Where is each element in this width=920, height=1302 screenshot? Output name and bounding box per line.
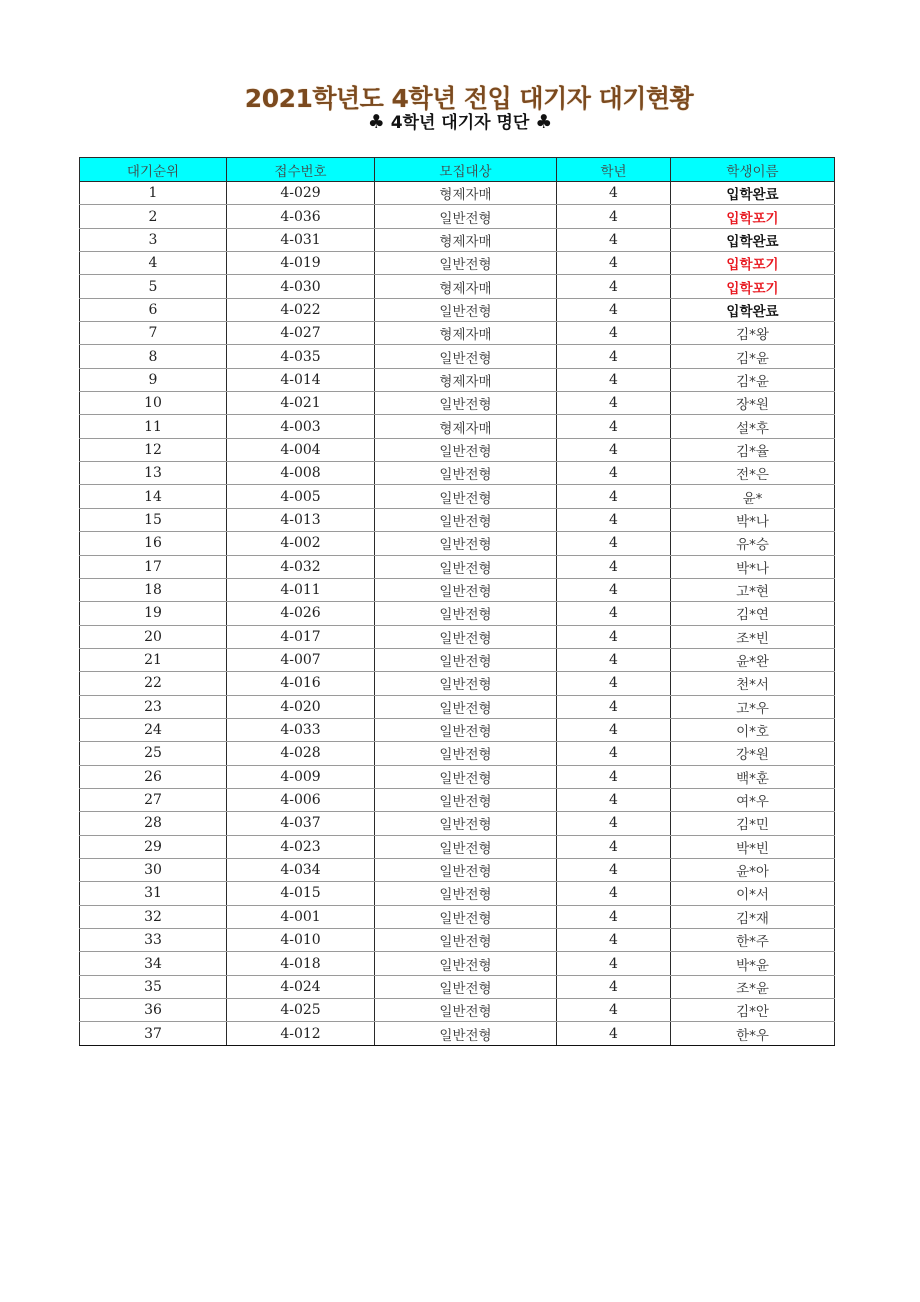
rank-cell: 4: [80, 252, 227, 275]
admission-type-cell: 일반전형: [375, 298, 557, 321]
rank-cell: 28: [80, 812, 227, 835]
receipt-number-cell: 4-027: [227, 322, 375, 345]
subtitle-text: 4학년 대기자 명단: [390, 113, 530, 133]
student-name-cell: 박*나: [671, 555, 835, 578]
table-row: [80, 275, 835, 298]
admission-type-cell: 형제자매: [375, 182, 557, 205]
table-row: [80, 975, 835, 998]
receipt-number-cell: 4-028: [227, 742, 375, 765]
grade-cell: 4: [557, 602, 671, 625]
table-row: [80, 462, 835, 485]
admission-type-cell: 형제자매: [375, 368, 557, 391]
table-row: [80, 742, 835, 765]
table-row: [80, 345, 835, 368]
grade-cell: 4: [557, 392, 671, 415]
grade-cell: 4: [557, 205, 671, 228]
receipt-number-cell: 4-035: [227, 345, 375, 368]
rank-cell: 37: [80, 1022, 227, 1045]
admission-type-cell: 일반전형: [375, 999, 557, 1022]
receipt-number-cell: 4-025: [227, 999, 375, 1022]
rank-cell: 27: [80, 788, 227, 811]
admission-type-cell: 일반전형: [375, 952, 557, 975]
grade-cell: 4: [557, 508, 671, 531]
header-receipt-number: 접수번호: [227, 158, 375, 182]
admission-type-cell: 일반전형: [375, 835, 557, 858]
rank-cell: 13: [80, 462, 227, 485]
admission-type-cell: 일반전형: [375, 625, 557, 648]
rank-cell: 12: [80, 438, 227, 461]
admission-type-cell: 일반전형: [375, 532, 557, 555]
receipt-number-cell: 4-014: [227, 368, 375, 391]
receipt-number-cell: 4-036: [227, 205, 375, 228]
table-row: [80, 882, 835, 905]
rank-cell: 7: [80, 322, 227, 345]
grade-cell: 4: [557, 322, 671, 345]
rank-cell: 24: [80, 718, 227, 741]
grade-cell: 4: [557, 905, 671, 928]
table-row: [80, 555, 835, 578]
table-row: [80, 812, 835, 835]
student-name-cell: 천*서: [671, 672, 835, 695]
table-row: [80, 858, 835, 881]
table-row: [80, 438, 835, 461]
rank-cell: 26: [80, 765, 227, 788]
receipt-number-cell: 4-024: [227, 975, 375, 998]
table-row: [80, 788, 835, 811]
receipt-number-cell: 4-010: [227, 929, 375, 952]
grade-cell: 4: [557, 438, 671, 461]
receipt-number-cell: 4-002: [227, 532, 375, 555]
grade-cell: 4: [557, 368, 671, 391]
receipt-number-cell: 4-034: [227, 858, 375, 881]
grade-cell: 4: [557, 252, 671, 275]
admission-type-cell: 일반전형: [375, 812, 557, 835]
table-row: [80, 392, 835, 415]
student-name-cell: 박*윤: [671, 952, 835, 975]
admission-type-cell: 일반전형: [375, 858, 557, 881]
receipt-number-cell: 4-032: [227, 555, 375, 578]
grade-cell: 4: [557, 858, 671, 881]
admission-type-cell: 형제자매: [375, 322, 557, 345]
table-row: [80, 368, 835, 391]
admission-type-cell: 일반전형: [375, 602, 557, 625]
rank-cell: 35: [80, 975, 227, 998]
rank-cell: 21: [80, 648, 227, 671]
student-name-cell: 이*호: [671, 718, 835, 741]
student-name-cell: 한*우: [671, 1022, 835, 1045]
student-name-cell: 한*주: [671, 929, 835, 952]
club-suit-icon: ♣: [535, 111, 553, 133]
student-name-cell: 강*원: [671, 742, 835, 765]
rank-cell: 18: [80, 578, 227, 601]
rank-cell: 14: [80, 485, 227, 508]
table-row: [80, 625, 835, 648]
rank-cell: 23: [80, 695, 227, 718]
grade-cell: 4: [557, 345, 671, 368]
grade-cell: 4: [557, 882, 671, 905]
grade-cell: 4: [557, 578, 671, 601]
rank-cell: 20: [80, 625, 227, 648]
table-row: [80, 695, 835, 718]
admission-type-cell: 일반전형: [375, 205, 557, 228]
receipt-number-cell: 4-016: [227, 672, 375, 695]
student-name-cell: 입학완료: [671, 228, 835, 251]
receipt-number-cell: 4-020: [227, 695, 375, 718]
student-name-cell: 백*훈: [671, 765, 835, 788]
student-name-cell: 박*빈: [671, 835, 835, 858]
rank-cell: 25: [80, 742, 227, 765]
receipt-number-cell: 4-017: [227, 625, 375, 648]
receipt-number-cell: 4-031: [227, 228, 375, 251]
grade-cell: 4: [557, 929, 671, 952]
student-name-cell: 고*우: [671, 695, 835, 718]
rank-cell: 29: [80, 835, 227, 858]
student-name-cell: 김*재: [671, 905, 835, 928]
grade-cell: 4: [557, 625, 671, 648]
rank-cell: 36: [80, 999, 227, 1022]
header-admission-type: 모집대상: [375, 158, 557, 182]
receipt-number-cell: 4-012: [227, 1022, 375, 1045]
student-name-cell: 김*안: [671, 999, 835, 1022]
grade-cell: 4: [557, 975, 671, 998]
header-grade: 학년: [557, 158, 671, 182]
receipt-number-cell: 4-009: [227, 765, 375, 788]
admission-type-cell: 일반전형: [375, 252, 557, 275]
student-name-cell: 장*원: [671, 392, 835, 415]
grade-cell: 4: [557, 462, 671, 485]
receipt-number-cell: 4-015: [227, 882, 375, 905]
rank-cell: 6: [80, 298, 227, 321]
student-name-cell: 입학완료: [671, 298, 835, 321]
receipt-number-cell: 4-026: [227, 602, 375, 625]
admission-type-cell: 형제자매: [375, 415, 557, 438]
table-row: [80, 182, 835, 205]
student-name-cell: 유*승: [671, 532, 835, 555]
table-row: [80, 999, 835, 1022]
receipt-number-cell: 4-001: [227, 905, 375, 928]
admission-type-cell: 일반전형: [375, 718, 557, 741]
student-name-cell: 입학포기: [671, 205, 835, 228]
admission-type-cell: 일반전형: [375, 508, 557, 531]
table-row: [80, 508, 835, 531]
admission-type-cell: 일반전형: [375, 1022, 557, 1045]
grade-cell: 4: [557, 532, 671, 555]
student-name-cell: 조*윤: [671, 975, 835, 998]
admission-type-cell: 일반전형: [375, 438, 557, 461]
receipt-number-cell: 4-030: [227, 275, 375, 298]
rank-cell: 11: [80, 415, 227, 438]
table-row: [80, 905, 835, 928]
rank-cell: 15: [80, 508, 227, 531]
admission-type-cell: 일반전형: [375, 648, 557, 671]
receipt-number-cell: 4-007: [227, 648, 375, 671]
table-row: [80, 578, 835, 601]
document-title: 2021학년도 4학년 전입 대기자 대기현황: [244, 84, 694, 113]
grade-cell: 4: [557, 718, 671, 741]
table-body: [80, 182, 835, 1046]
rank-cell: 19: [80, 602, 227, 625]
receipt-number-cell: 4-023: [227, 835, 375, 858]
student-name-cell: 여*우: [671, 788, 835, 811]
grade-cell: 4: [557, 555, 671, 578]
receipt-number-cell: 4-013: [227, 508, 375, 531]
admission-type-cell: 일반전형: [375, 345, 557, 368]
table-row: [80, 952, 835, 975]
grade-cell: 4: [557, 952, 671, 975]
student-name-cell: 윤*: [671, 485, 835, 508]
receipt-number-cell: 4-033: [227, 718, 375, 741]
receipt-number-cell: 4-021: [227, 392, 375, 415]
grade-cell: 4: [557, 275, 671, 298]
receipt-number-cell: 4-011: [227, 578, 375, 601]
grade-cell: 4: [557, 695, 671, 718]
rank-cell: 10: [80, 392, 227, 415]
admission-type-cell: 일반전형: [375, 765, 557, 788]
student-name-cell: 김*윤: [671, 345, 835, 368]
receipt-number-cell: 4-022: [227, 298, 375, 321]
student-name-cell: 조*빈: [671, 625, 835, 648]
table-row: [80, 672, 835, 695]
student-name-cell: 입학완료: [671, 182, 835, 205]
header-student-name: 학생이름: [671, 158, 835, 182]
receipt-number-cell: 4-003: [227, 415, 375, 438]
rank-cell: 17: [80, 555, 227, 578]
grade-cell: 4: [557, 765, 671, 788]
admission-type-cell: 일반전형: [375, 929, 557, 952]
table-row: [80, 205, 835, 228]
student-name-cell: 이*서: [671, 882, 835, 905]
admission-type-cell: 일반전형: [375, 742, 557, 765]
admission-type-cell: 일반전형: [375, 905, 557, 928]
admission-type-cell: 일반전형: [375, 882, 557, 905]
admission-type-cell: 일반전형: [375, 485, 557, 508]
table-row: [80, 835, 835, 858]
grade-cell: 4: [557, 485, 671, 508]
receipt-number-cell: 4-029: [227, 182, 375, 205]
grade-cell: 4: [557, 1022, 671, 1045]
grade-cell: 4: [557, 648, 671, 671]
receipt-number-cell: 4-018: [227, 952, 375, 975]
admission-type-cell: 일반전형: [375, 578, 557, 601]
student-name-cell: 김*민: [671, 812, 835, 835]
rank-cell: 22: [80, 672, 227, 695]
table-row: [80, 602, 835, 625]
grade-cell: 4: [557, 182, 671, 205]
rank-cell: 9: [80, 368, 227, 391]
receipt-number-cell: 4-005: [227, 485, 375, 508]
rank-cell: 1: [80, 182, 227, 205]
admission-type-cell: 일반전형: [375, 788, 557, 811]
receipt-number-cell: 4-004: [227, 438, 375, 461]
rank-cell: 3: [80, 228, 227, 251]
rank-cell: 30: [80, 858, 227, 881]
rank-cell: 5: [80, 275, 227, 298]
header-rank: 대기순위: [80, 158, 227, 182]
grade-cell: 4: [557, 812, 671, 835]
admission-type-cell: 일반전형: [375, 392, 557, 415]
admission-type-cell: 일반전형: [375, 555, 557, 578]
student-name-cell: 전*은: [671, 462, 835, 485]
table-row: [80, 228, 835, 251]
grade-cell: 4: [557, 835, 671, 858]
grade-cell: 4: [557, 672, 671, 695]
admission-type-cell: 일반전형: [375, 975, 557, 998]
table-row: [80, 415, 835, 438]
student-name-cell: 고*현: [671, 578, 835, 601]
rank-cell: 16: [80, 532, 227, 555]
student-name-cell: 김*율: [671, 438, 835, 461]
student-name-cell: 입학포기: [671, 252, 835, 275]
rank-cell: 31: [80, 882, 227, 905]
table-row: [80, 298, 835, 321]
waitlist-table: [79, 157, 835, 1046]
receipt-number-cell: 4-008: [227, 462, 375, 485]
table-row: [80, 532, 835, 555]
student-name-cell: 입학포기: [671, 275, 835, 298]
grade-cell: 4: [557, 228, 671, 251]
student-name-cell: 윤*아: [671, 858, 835, 881]
club-suit-icon: ♣: [367, 111, 385, 133]
admission-type-cell: 일반전형: [375, 695, 557, 718]
admission-type-cell: 일반전형: [375, 672, 557, 695]
rank-cell: 2: [80, 205, 227, 228]
table-row: [80, 322, 835, 345]
table-header-row: [80, 158, 835, 182]
document-subtitle: [0, 111, 920, 134]
table-row: [80, 1022, 835, 1045]
student-name-cell: 김*윤: [671, 368, 835, 391]
table-row: [80, 648, 835, 671]
admission-type-cell: 일반전형: [375, 462, 557, 485]
receipt-number-cell: 4-019: [227, 252, 375, 275]
student-name-cell: 김*왕: [671, 322, 835, 345]
rank-cell: 8: [80, 345, 227, 368]
table-row: [80, 765, 835, 788]
student-name-cell: 설*후: [671, 415, 835, 438]
table-row: [80, 485, 835, 508]
table-row: [80, 929, 835, 952]
student-name-cell: 윤*완: [671, 648, 835, 671]
grade-cell: 4: [557, 415, 671, 438]
student-name-cell: 김*연: [671, 602, 835, 625]
rank-cell: 32: [80, 905, 227, 928]
admission-type-cell: 형제자매: [375, 275, 557, 298]
receipt-number-cell: 4-037: [227, 812, 375, 835]
table-row: [80, 718, 835, 741]
rank-cell: 33: [80, 929, 227, 952]
grade-cell: 4: [557, 788, 671, 811]
grade-cell: 4: [557, 999, 671, 1022]
grade-cell: 4: [557, 742, 671, 765]
grade-cell: 4: [557, 298, 671, 321]
student-name-cell: 박*나: [671, 508, 835, 531]
receipt-number-cell: 4-006: [227, 788, 375, 811]
table-row: [80, 252, 835, 275]
rank-cell: 34: [80, 952, 227, 975]
admission-type-cell: 형제자매: [375, 228, 557, 251]
